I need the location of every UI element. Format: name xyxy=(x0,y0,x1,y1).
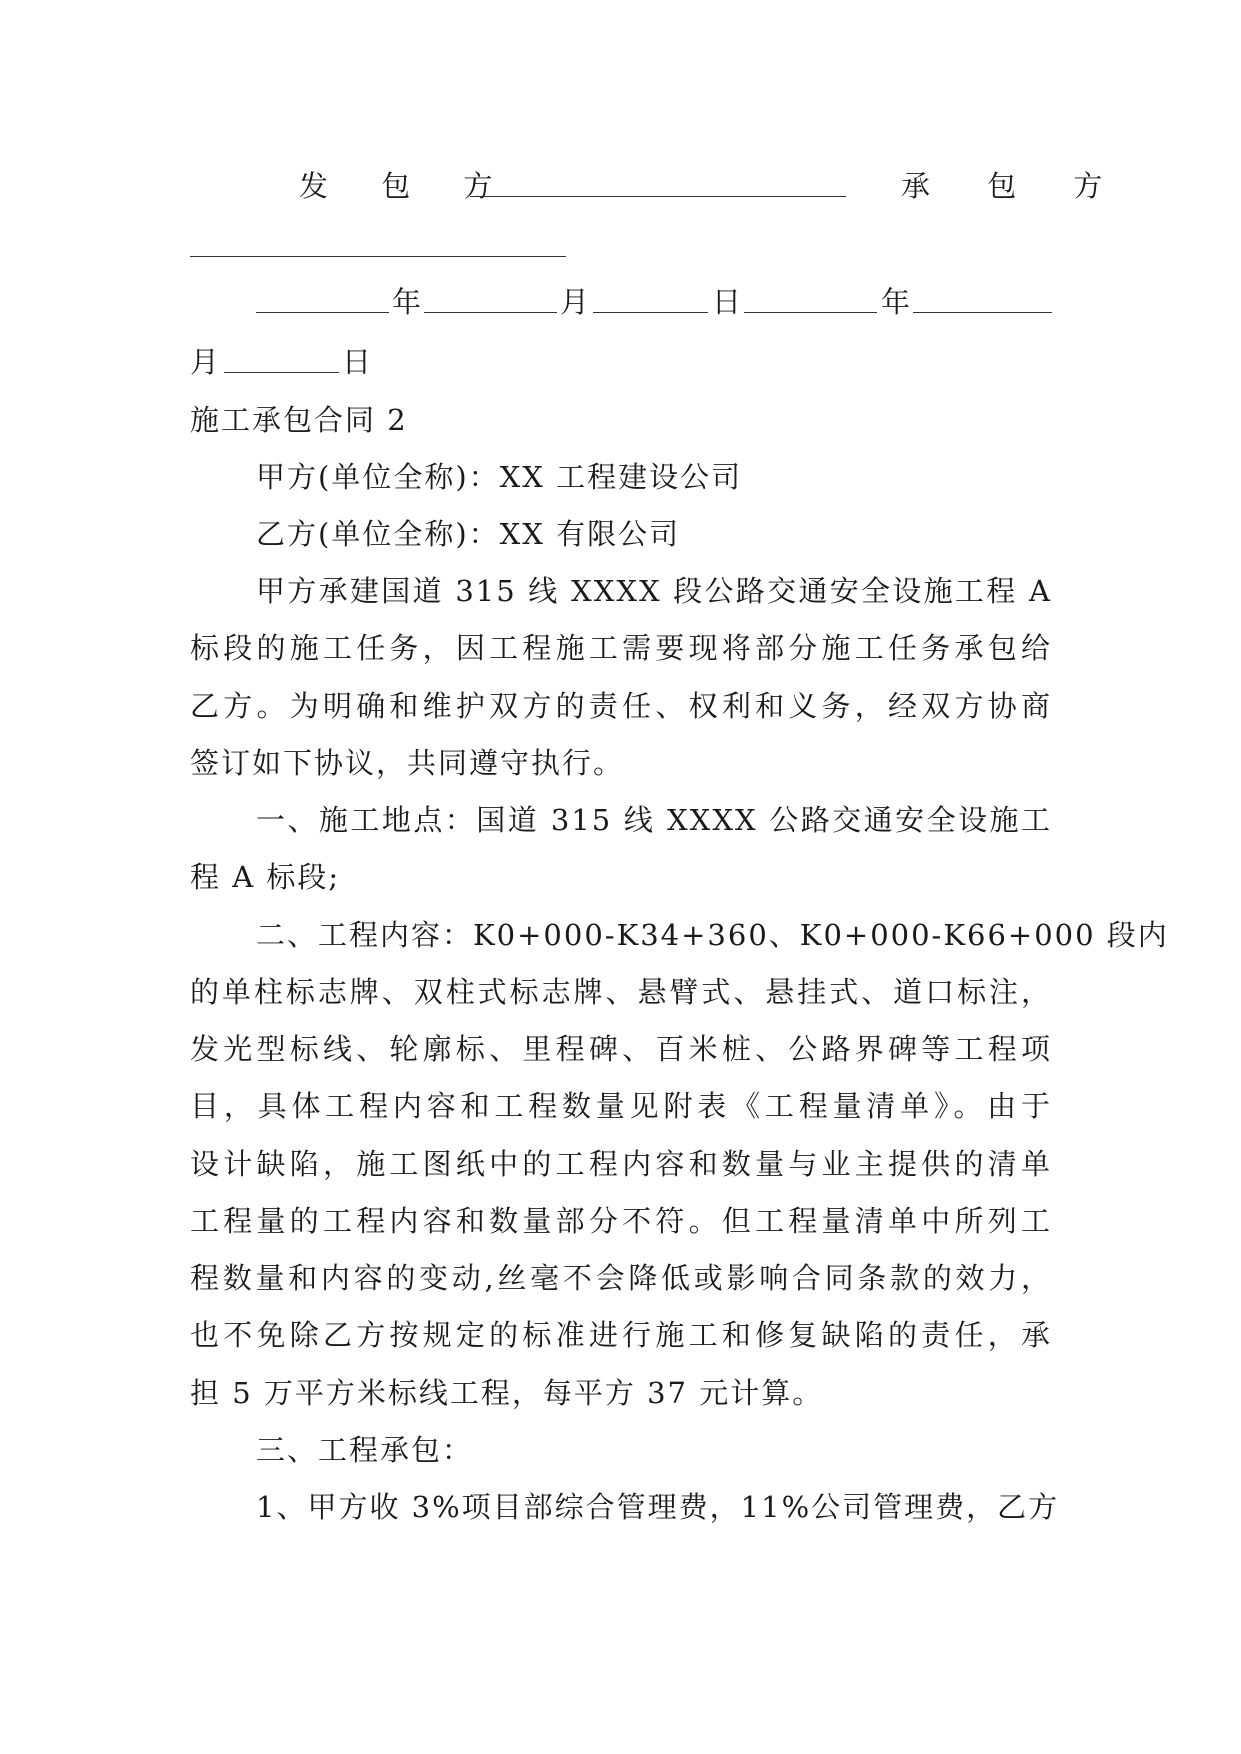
clause2-line: 目，具体工程内容和工程数量见附表《工程量清单》。由于 xyxy=(190,1089,1052,1123)
party-b-name: 乙方(单位全称)：XX 有限公司 xyxy=(256,517,681,551)
day-b-label: 日 xyxy=(342,345,372,379)
year-b-line xyxy=(744,312,877,313)
clause2-line: 二、工程内容：K0+000-K34+360、K0+000-K66+000 段内 xyxy=(256,918,1169,952)
day-a-label: 日 xyxy=(712,285,742,319)
party-a-signature-line xyxy=(470,196,846,197)
party-b-signature-line xyxy=(190,256,566,257)
month-b-label: 月 xyxy=(190,345,220,379)
year-b-label: 年 xyxy=(881,285,911,319)
year-a-line xyxy=(256,312,389,313)
intro-line: 甲方承建国道 315 线 XXXX 段公路交通安全设施工程 A xyxy=(256,574,1052,608)
clause2-line: 设计缺陷，施工图纸中的工程内容和数量与业主提供的清单 xyxy=(190,1147,1052,1181)
party-a-signature-label: 发 包 方 xyxy=(299,169,515,203)
clause3-item1: 1、甲方收 3%项目部综合管理费，11%公司管理费，乙方 xyxy=(256,1490,1060,1524)
clause2-line: 发光型标线、轮廓标、里程碑、百米桩、公路界碑等工程项 xyxy=(190,1032,1052,1066)
clause2-line: 程数量和内容的变动,丝毫不会降低或影响合同条款的效力， xyxy=(190,1261,1052,1295)
day-b-line xyxy=(224,372,339,373)
party-a-name: 甲方(单位全称)：XX 工程建设公司 xyxy=(256,460,743,494)
clause2-line: 担 5 万平方米标线工程，每平方 37 元计算。 xyxy=(190,1376,824,1410)
party-b-signature-label: 承 包 方 xyxy=(901,169,1127,203)
intro-line: 乙方。为明确和维护双方的责任、权利和义务，经双方协商 xyxy=(190,689,1052,723)
clause3-title: 三、工程承包： xyxy=(256,1433,474,1467)
month-b-line xyxy=(913,312,1052,313)
clause1-line: 一、施工地点：国道 315 线 XXXX 公路交通安全设施工 xyxy=(256,803,1052,837)
clause1-line: 程 A 标段; xyxy=(190,860,341,894)
intro-line: 标段的施工任务，因工程施工需要现将部分施工任务承包给 xyxy=(190,631,1052,665)
month-a-line xyxy=(424,312,557,313)
intro-line: 签订如下协议，共同遵守执行。 xyxy=(190,746,625,780)
month-a-label: 月 xyxy=(560,285,590,319)
clause2-line: 的单柱标志牌、双柱式标志牌、悬臂式、悬挂式、道口标注， xyxy=(190,975,1052,1009)
day-a-line xyxy=(593,312,708,313)
year-a-label: 年 xyxy=(392,285,422,319)
clause2-line: 也不免除乙方按规定的标准进行施工和修复缺陷的责任，承 xyxy=(190,1318,1052,1352)
contract-title: 施工承包合同 2 xyxy=(190,403,408,437)
clause2-line: 工程量的工程内容和数量部分不符。但工程量清单中所列工 xyxy=(190,1204,1052,1238)
